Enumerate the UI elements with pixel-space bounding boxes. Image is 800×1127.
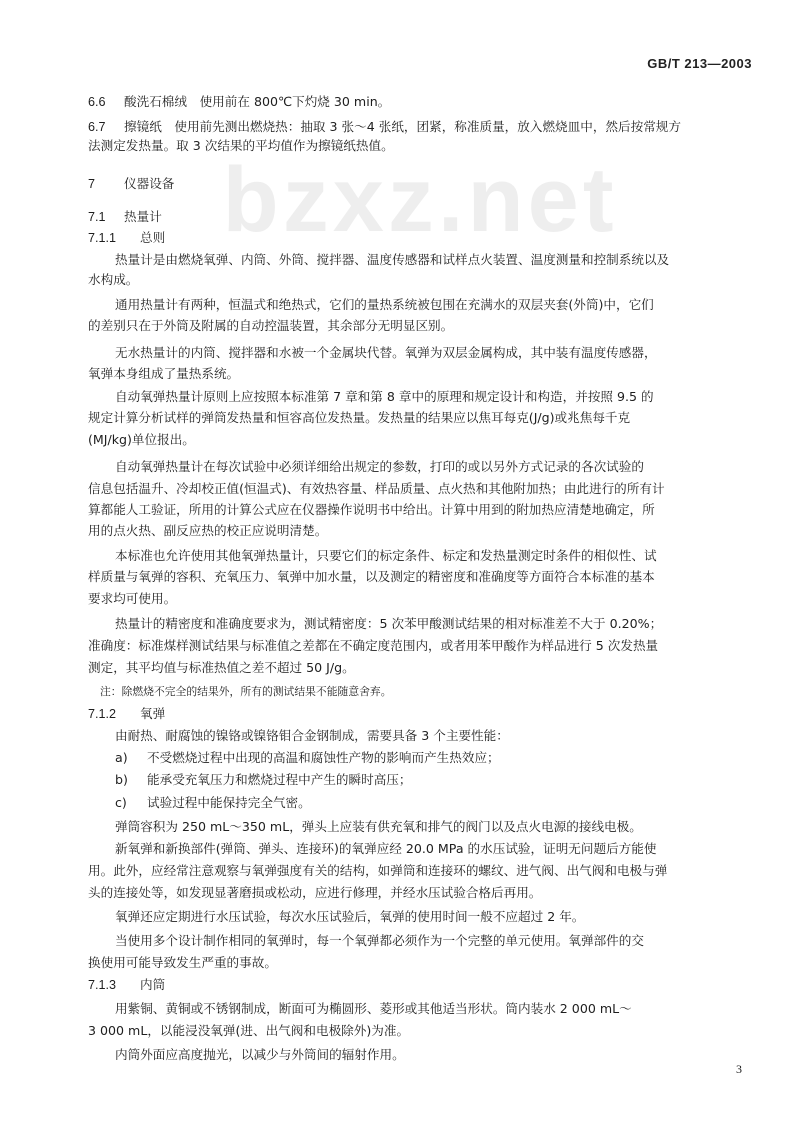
paragraph-line: 规定计算分析试样的弹筒发热量和恒容高位发热量。发热量的结果应以焦耳每克(J/g)或兆焦每千克 bbox=[88, 410, 631, 425]
section-number: 7.1.1 bbox=[88, 231, 117, 245]
section-title: 仪器设备 bbox=[124, 176, 175, 191]
paragraph-line: 由耐热、耐腐蚀的镍铬或镍铬钼合金钢制成，需要具备 3 个主要性能： bbox=[115, 728, 509, 743]
paragraph-line: 3 000 mL，以能浸没氧弹(进、出气阀和电极除外)为准。 bbox=[88, 1023, 410, 1038]
note: 注：除燃烧不完全的结果外，所有的测试结果不能随意舍弃。 bbox=[100, 685, 392, 698]
section-title: 氧弹 bbox=[140, 706, 166, 721]
paragraph-line: 用。此外，应经常注意观察与氧弹强度有关的结构，如弹筒和连接环的螺纹、进气阀、出气阀和电极与弹 bbox=[88, 863, 668, 878]
section-number: 7.1 bbox=[88, 210, 106, 224]
paragraph-line: 无水热量计的内筒、搅拌器和水被一个金属块代替。氧弹为双层金属构成，其中装有温度传感器， bbox=[115, 345, 657, 360]
paragraph-line: 自动氧弹热量计在每次试验中必须详细给出规定的参数，打印的或以另外方式记录的各次试验的 bbox=[115, 459, 644, 474]
section-7-1-1-heading bbox=[88, 229, 758, 247]
list-text: 不受燃烧过程中出现的高温和腐蚀性产物的影响而产生热效应； bbox=[147, 750, 500, 765]
clause-number: 6.7 bbox=[88, 120, 106, 134]
paragraph-line: 换使用可能导致发生严重的事故。 bbox=[88, 955, 277, 970]
section-number: 7 bbox=[88, 177, 96, 191]
paragraph-line: 算都能人工验证，所用的计算公式应在仪器操作说明书中给出。计算中用到的附加热应清楚地确定，所 bbox=[88, 502, 655, 517]
list-item bbox=[115, 771, 758, 789]
paragraph-line: 的差别只在于外筒及附属的自动控温装置，其余部分无明显区别。 bbox=[88, 318, 454, 333]
section-7-1-heading bbox=[88, 208, 758, 226]
paragraph-line: 当使用多个设计制作相同的氧弹时，每一个氧弹都必须作为一个完整的单元使用。氧弹部件的交 bbox=[115, 933, 644, 948]
paragraph-line: 热量计的精密度和准确度要求为，测试精密度：5 次苯甲酸测试结果的相对标准差不大于 0.20%； bbox=[115, 616, 663, 631]
paragraph-line: 本标准也允许使用其他氧弹热量计，只要它们的标定条件、标定和发热量测定时条件的相似性、试 bbox=[115, 548, 657, 563]
list-text: 试验过程中能保持完全气密。 bbox=[147, 795, 311, 810]
page-number: 3 bbox=[736, 1062, 742, 1076]
section-7-1-2-heading bbox=[88, 705, 758, 723]
paragraph-line: 氧弹还应定期进行水压试验，每次水压试验后，氧弹的使用时间一般不应超过 2 年。 bbox=[115, 909, 585, 924]
list-item bbox=[115, 749, 758, 767]
section-title: 热量计 bbox=[124, 209, 162, 224]
section-title: 内筒 bbox=[140, 977, 166, 992]
list-marker: a) bbox=[115, 750, 128, 765]
paragraph-line: 自动氧弹热量计原则上应按照本标准第 7 章和第 8 章中的原理和规定设计和构造，并按照 9.5 的 bbox=[115, 389, 654, 404]
clause-6-6 bbox=[88, 93, 758, 111]
paragraph-line: 样质量与氧弹的容积、充氧压力、氧弹中加水量，以及测定的精密度和准确度等方面符合本标准的基本 bbox=[88, 569, 655, 584]
paragraph-line: 弹筒容积为 250 mL～350 mL，弹头上应装有供充氧和排气的阀门以及点火电源的接线电极。 bbox=[115, 819, 642, 834]
clause-text: 酸洗石棉绒 使用前在 800℃下灼烧 30 min。 bbox=[124, 94, 391, 109]
paragraph-line: 测定，其平均值与标准热值之差不超过 50 J/g。 bbox=[88, 660, 355, 675]
paragraph-line: 热量计是由燃烧氧弹、内筒、外筒、搅拌器、温度传感器和试样点火装置、温度测量和控制系统以及 bbox=[115, 252, 670, 267]
section-number: 7.1.3 bbox=[88, 978, 117, 992]
list-text: 能承受充氧压力和燃烧过程中产生的瞬时高压； bbox=[147, 772, 412, 787]
paragraph-line: (MJ/kg)单位报出。 bbox=[88, 432, 195, 447]
clause-text: 擦镜纸 使用前先测出燃烧热：抽取 3 张～4 张纸，团紧，称准质量，放入燃烧皿中，然后按常规方 bbox=[124, 119, 681, 134]
list-item bbox=[115, 794, 758, 812]
section-7-heading bbox=[88, 175, 758, 193]
section-title: 总则 bbox=[140, 230, 166, 245]
clause-number: 6.6 bbox=[88, 95, 106, 109]
paragraph-line: 氧弹本身组成了量热系统。 bbox=[88, 366, 240, 381]
paragraph-line: 通用热量计有两种，恒温式和绝热式，它们的量热系统被包围在充满水的双层夹套(外筒)中，它们 bbox=[115, 297, 654, 312]
paragraph-line: 用紫铜、黄铜或不锈钢制成，断面可为椭圆形、菱形或其他适当形状。筒内装水 2 000 mL～ bbox=[115, 1001, 632, 1016]
standard-code: GB/T 213—2003 bbox=[647, 56, 752, 71]
paragraph-line: 水构成。 bbox=[88, 272, 139, 287]
section-7-1-3-heading bbox=[88, 976, 758, 994]
paragraph-line: 新氧弹和新换部件(弹筒、弹头、连接环)的氧弹应经 20.0 MPa 的水压试验，证明无问题后方能使 bbox=[115, 841, 657, 856]
list-marker: c) bbox=[115, 795, 127, 810]
paragraph-line: 内筒外面应高度抛光，以减少与外筒间的辐射作用。 bbox=[115, 1047, 405, 1062]
list-marker: b) bbox=[115, 772, 128, 787]
paragraph-line: 用的点火热、副反应热的校正应说明清楚。 bbox=[88, 523, 328, 538]
clause-6-7 bbox=[88, 118, 758, 136]
paragraph-line: 要求均可使用。 bbox=[88, 591, 177, 606]
paragraph-line: 准确度：标准煤样测试结果与标准值之差都在不确定度范围内，或者用苯甲酸作为样品进行 5 次发热量 bbox=[88, 638, 659, 653]
paragraph-line: 头的连接处等，如发现显著磨损或松动，应进行修理，并经水压试验合格后再用。 bbox=[88, 885, 542, 900]
section-number: 7.1.2 bbox=[88, 707, 117, 721]
clause-6-7-cont: 法测定发热量。取 3 次结果的平均值作为擦镜纸热值。 bbox=[88, 138, 394, 153]
watermark: bzxz.net bbox=[222, 149, 618, 251]
paragraph-line: 信息包括温升、冷却校正值(恒温式)、有效热容量、样品质量、点火热和其他附加热；由此进行的所有计 bbox=[88, 481, 665, 496]
